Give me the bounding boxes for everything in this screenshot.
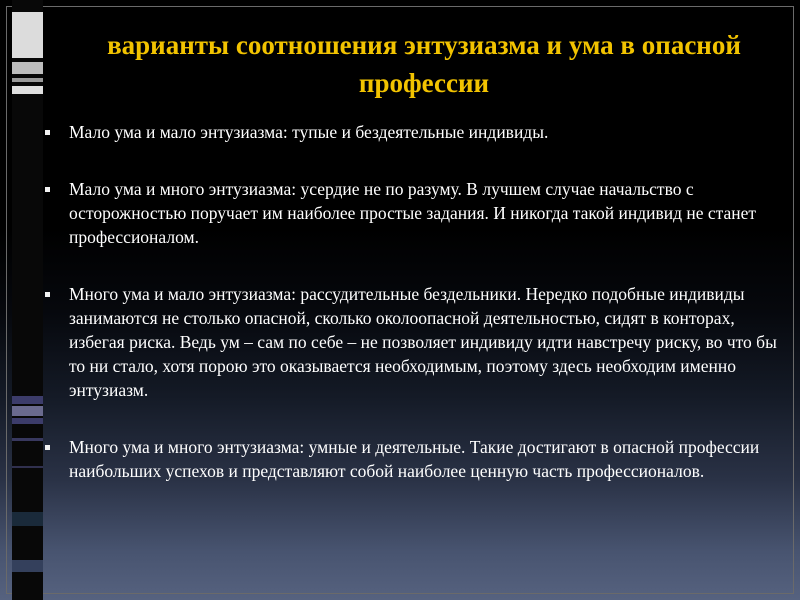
stripe-decoration	[12, 62, 43, 74]
bullet-text: Мало ума и мало энтузиазма: тупые и бездеятельные индивиды.	[69, 122, 549, 142]
bullet-text: Мало ума и много энтузиазма: усердие не по разуму. В лучшем случае начальство с осторожностью поручает им наиболее простые задания. И никогда такой индивид не станет профессионалом.	[69, 179, 757, 247]
decorative-stripe-bar	[12, 0, 43, 600]
stripe-decoration	[12, 406, 43, 416]
stripe-decoration	[12, 466, 43, 468]
stripe-decoration	[12, 512, 43, 526]
square-bullet-icon	[45, 187, 50, 192]
stripe-decoration	[12, 12, 43, 58]
stripe-decoration	[12, 418, 43, 424]
stripe-decoration	[12, 78, 43, 82]
stripe-decoration	[12, 560, 43, 572]
bullet-item	[45, 177, 790, 249]
bullet-item	[45, 435, 790, 483]
bullet-item	[45, 120, 790, 144]
square-bullet-icon	[45, 445, 50, 450]
square-bullet-icon	[45, 130, 50, 135]
bullet-text: Много ума и много энтузиазма: умные и деятельные. Такие достигают в опасной профессии наибольших успехов и представляют собой наиболее ценную часть профессионалов.	[69, 437, 760, 481]
bullet-list	[45, 120, 790, 483]
slide-title: варианты соотношения энтузиазма и ума в опасной профессии	[107, 30, 741, 98]
square-bullet-icon	[45, 292, 50, 297]
bullet-item	[45, 282, 790, 402]
bullet-text: Много ума и мало энтузиазма: рассудительные бездельники. Нередко подобные индивиды занимаются не столько опасной, сколько околоопасной деятельностью, сидят в конторах, избегая риска. Ведь ум – сам по себе – не позволяет индивиду идти навстречу риску, во что бы то ни стало, хотя порою это оказывается необходимым, поэтому здесь необходим именно энтузиазм.	[69, 284, 777, 400]
stripe-decoration	[12, 396, 43, 404]
stripe-decoration	[12, 86, 43, 94]
stripe-decoration	[12, 438, 43, 441]
